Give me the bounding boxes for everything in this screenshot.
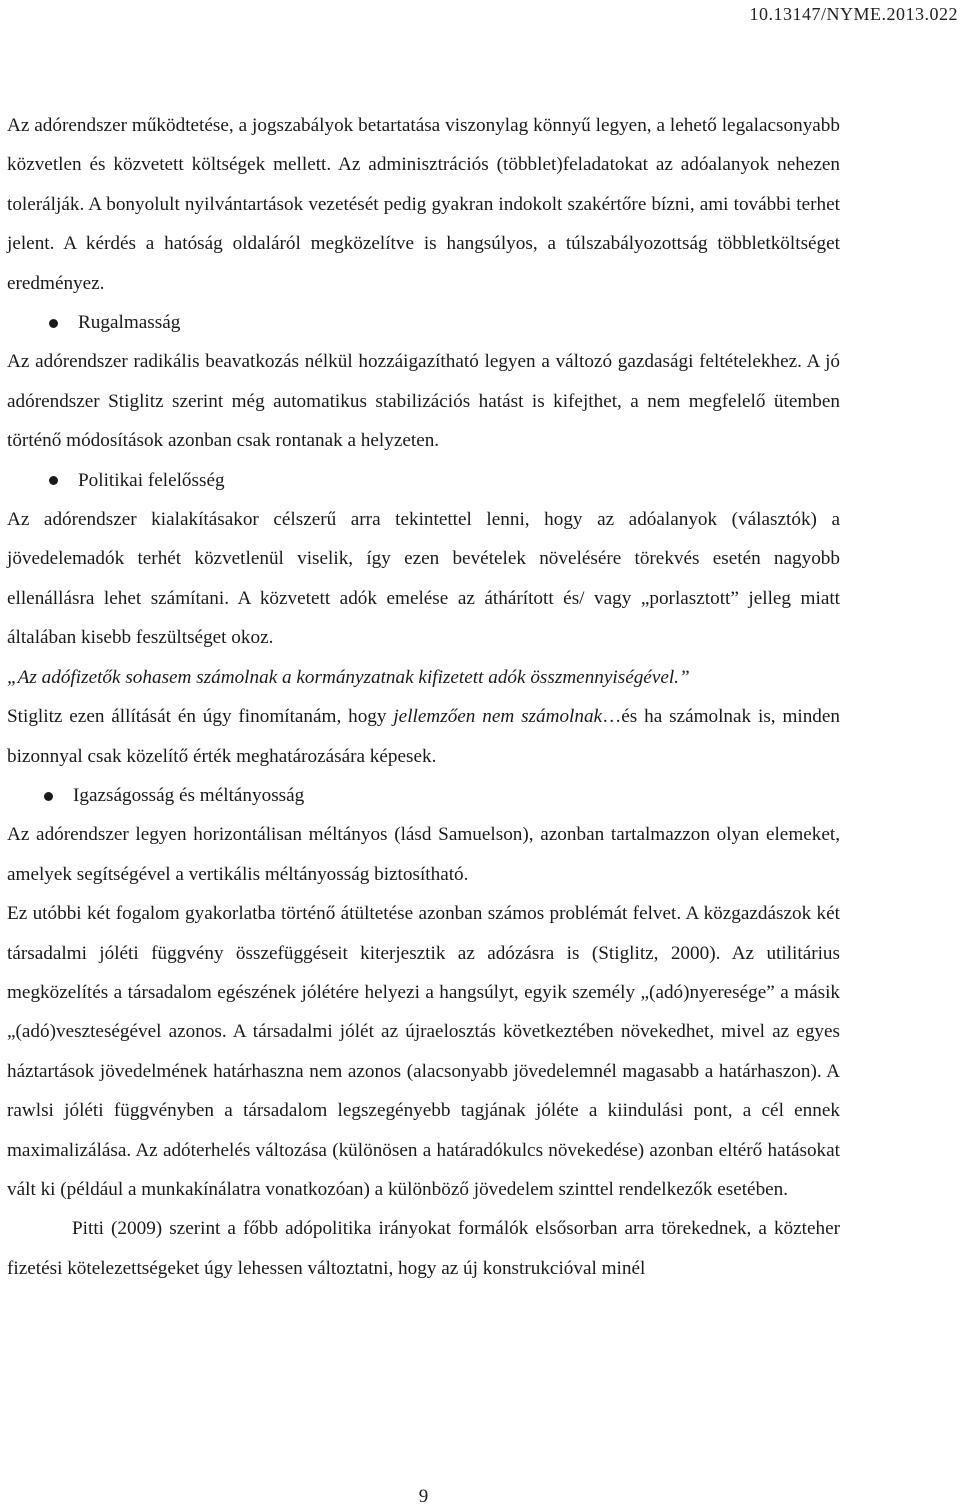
page-content bbox=[7, 106, 840, 1288]
bullet-label: Politikai felelősség bbox=[78, 469, 225, 491]
bullet-dot-icon bbox=[49, 319, 58, 328]
doi-header: 10.13147/NYME.2013.022 bbox=[749, 4, 958, 24]
quote-text: „Az adófizetők sohasem számolnak a kormányzatnak kifizetett adók összmennyiségével.” bbox=[7, 666, 690, 688]
bullet-fairness bbox=[7, 776, 840, 815]
bullet-dot-icon bbox=[49, 476, 58, 485]
text-segment: Stiglitz ezen állítását én úgy finomítanám, hogy bbox=[7, 706, 394, 728]
page-number: 9 bbox=[418, 1486, 429, 1507]
bullet-flexibility bbox=[7, 303, 840, 342]
bullet-label: Igazságosság és méltányosság bbox=[73, 784, 305, 806]
bullet-label: Rugalmasság bbox=[78, 312, 181, 334]
paragraph-administration: Az adórendszer működtetése, a jogszabályok betartatása viszonylag könnyű legyen, a lehető legalacsonyabb közvetlen és közvetett költségek mellett. Az adminisztrációs (többlet)feladatokat az adóalanyok nehezen tolerálják. A bonyolult nyilvántartások vezetését pedig gyakran indokolt szakértőre bízni, ami további terhet jelent. A kérdés a hatóság oldaláról megközelítve is hangsúlyos, a túlszabályozottság többletköltséget eredményez. bbox=[7, 115, 840, 294]
paragraph-pitti: Pitti (2009) szerint a főbb adópolitika irányokat formálók elsősorban arra törekednek, a közteher fizetési kötelezettségeket úgy lehessen változtatni, hogy az új konstrukcióval minél bbox=[7, 1218, 840, 1279]
paragraph-fairness: Az adórendszer legyen horizontálisan méltányos (lásd Samuelson), azonban tartalmazzon olyan elemeket, amelyek segítségével a vertikális méltányosság biztosítható. bbox=[7, 824, 840, 885]
quote-stiglitz bbox=[7, 658, 840, 697]
italic-phrase: jellemzően nem számolnak bbox=[393, 706, 603, 728]
paragraph-stiglitz-comment bbox=[7, 697, 840, 776]
paragraph-flexibility: Az adórendszer radikális beavatkozás nélkül hozzáigazítható legyen a változó gazdasági feltételekhez. A jó adórendszer Stiglitz szerint még automatikus stabilizációs hatást is kifejthet, a nem megfelelő ütemben történő módosítások azonban csak rontanak a helyzeten. bbox=[7, 351, 840, 452]
text-segment: …és ha számolnak is, minden bizonnyal csak közelítő érték meghatározására képesek. bbox=[7, 706, 840, 767]
bullet-dot-icon bbox=[44, 792, 53, 801]
paragraph-welfare-functions: Ez utóbbi két fogalom gyakorlatba történő átültetése azonban számos problémát felvet. A közgazdászok két társadalmi jóléti függvény összefüggéseit kiterjesztik az adózásra is (Stiglitz, 2000). Az utilitárius megközelítés a társadalom egészének jólétére helyezi a hangsúlyt, egyik személy „(adó)nyeresége” a másik „(adó)veszteségével azonos. A társadalmi jólét az újraelosztás következtében növekedhet, mivel az egyes háztartások jövedelmének határhaszna nem azonos (alacsonyabb jövedelemnél magasabb a határhaszon). A rawlsi jóléti függvényben a társadalom legszegényebb tagjának jóléte a kiindulási pont, a cél ennek maximalizálása. Az adóterhelés változása (különösen a határadókulcs növekedése) azonban eltérő hatásokat vált ki (például a munkakínálatra vonatkozóan) a különböző jövedelem szinttel rendelkezők esetében. bbox=[7, 903, 840, 1200]
paragraph-political-responsibility: Az adórendszer kialakításakor célszerű arra tekintettel lenni, hogy az adóalanyok (választók) a jövedelemadók terhét közvetlenül viselik, így ezen bevételek növelésére törekvés esetén nagyobb ellenállásra lehet számítani. A közvetett adók emelése az áthárított és/ vagy „porlasztott” jelleg miatt általában kisebb feszültséget okoz. bbox=[7, 509, 840, 649]
bullet-political-responsibility bbox=[7, 461, 840, 500]
